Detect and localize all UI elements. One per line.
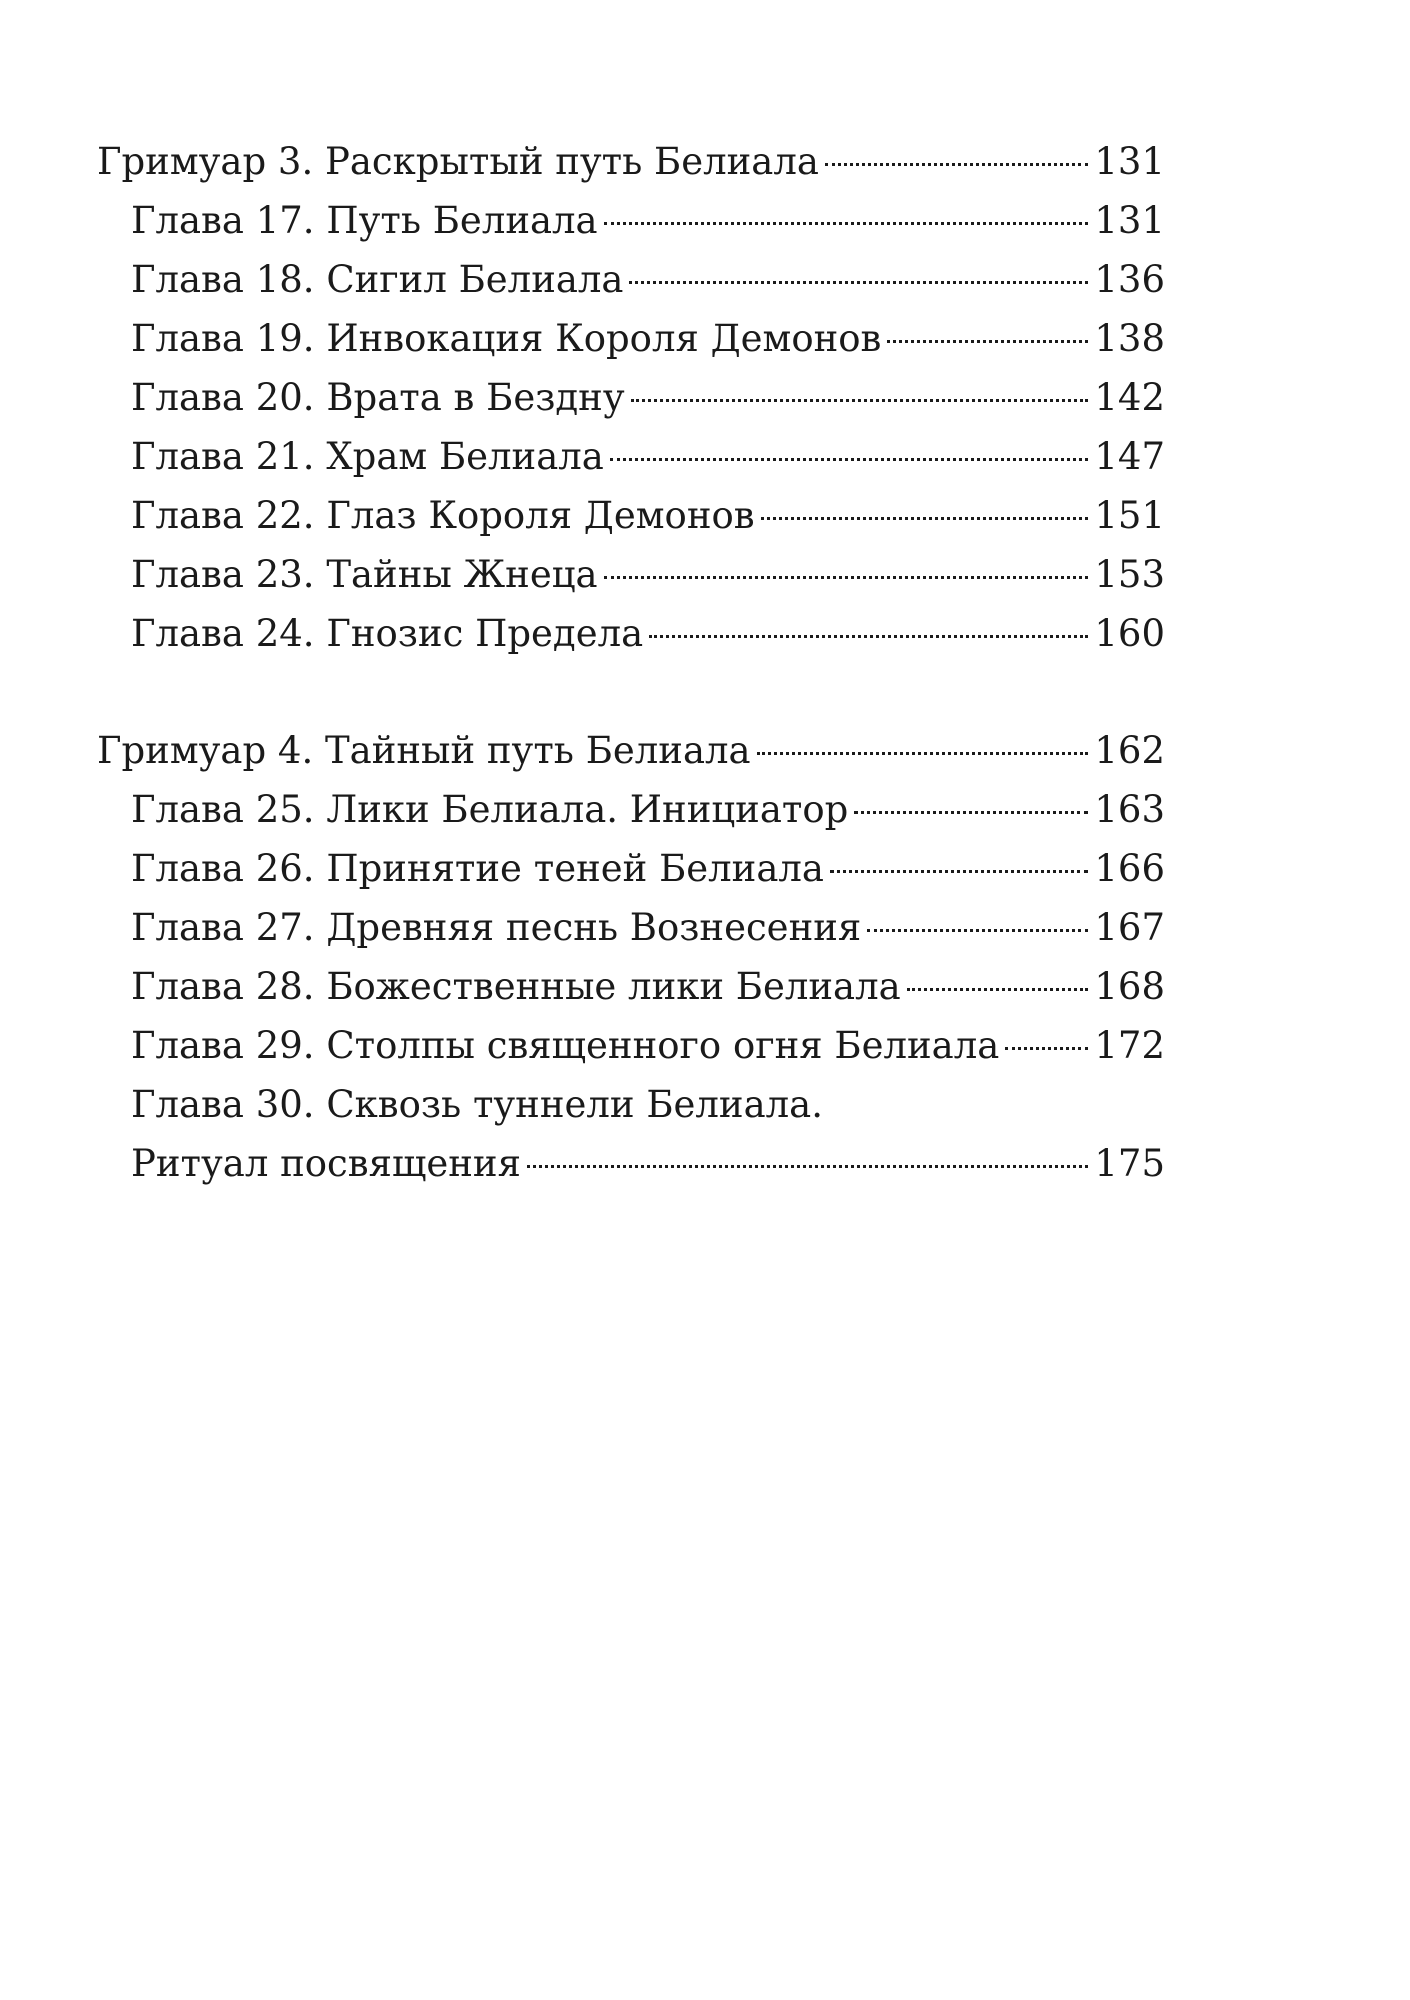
toc-entry-page: 131 xyxy=(1094,140,1165,183)
toc-entry-title: Глава 21. Храм Белиала xyxy=(131,435,604,478)
toc-entry-page: 168 xyxy=(1094,965,1165,1008)
toc-entry-page: 138 xyxy=(1094,317,1165,360)
toc-chapter-entry[interactable] xyxy=(97,368,1165,427)
toc-section-grimoire-3 xyxy=(97,132,1165,663)
dot-leader xyxy=(867,929,1088,932)
toc-entry-page: 172 xyxy=(1094,1024,1165,1067)
dot-leader xyxy=(629,281,1088,284)
toc-section-heading[interactable] xyxy=(97,132,1165,191)
toc-entry-page: 147 xyxy=(1094,435,1165,478)
toc-entry-page: 136 xyxy=(1094,258,1165,301)
toc-chapter-entry[interactable] xyxy=(97,780,1165,839)
table-of-contents xyxy=(97,132,1165,1251)
dot-leader xyxy=(610,458,1089,461)
dot-leader xyxy=(527,1165,1088,1168)
dot-leader xyxy=(631,399,1089,402)
toc-entry-title: Глава 20. Врата в Бездну xyxy=(131,376,625,419)
toc-entry-page: 166 xyxy=(1094,847,1165,890)
toc-entry-page: 163 xyxy=(1094,788,1165,831)
toc-entry-page: 131 xyxy=(1094,199,1165,242)
toc-entry-title: Глава 23. Тайны Жнеца xyxy=(131,553,598,596)
toc-entry-page: 160 xyxy=(1094,612,1165,655)
dot-leader xyxy=(907,988,1089,991)
toc-entry-title: Глава 19. Инвокация Короля Демонов xyxy=(131,317,882,360)
toc-entry-title: Глава 29. Столпы священного огня Белиала xyxy=(131,1024,1000,1067)
toc-entry-page: 153 xyxy=(1094,553,1165,596)
toc-chapter-entry-continuation[interactable] xyxy=(97,1134,1165,1193)
toc-chapter-entry[interactable] xyxy=(97,604,1165,663)
dot-leader xyxy=(854,811,1088,814)
toc-chapter-entry[interactable] xyxy=(97,1016,1165,1075)
toc-section-grimoire-4 xyxy=(97,721,1165,1193)
toc-chapter-entry[interactable] xyxy=(97,250,1165,309)
toc-entry-title: Глава 26. Принятие теней Белиала xyxy=(131,847,824,890)
toc-chapter-entry[interactable] xyxy=(97,545,1165,604)
dot-leader xyxy=(604,576,1089,579)
dot-leader xyxy=(649,635,1088,638)
dot-leader xyxy=(761,517,1089,520)
toc-entry-page: 167 xyxy=(1094,906,1165,949)
toc-section-heading[interactable] xyxy=(97,721,1165,780)
toc-entry-page: 142 xyxy=(1094,376,1165,419)
toc-entry-title: Ритуал посвящения xyxy=(131,1142,521,1185)
toc-entry-page: 151 xyxy=(1094,494,1165,537)
dot-leader xyxy=(825,163,1088,166)
toc-entry-title: Глава 28. Божественные лики Белиала xyxy=(131,965,901,1008)
toc-chapter-entry[interactable] xyxy=(97,957,1165,1016)
toc-entry-title: Глава 30. Сквозь туннели Белиала. xyxy=(131,1083,823,1126)
toc-chapter-entry[interactable] xyxy=(97,309,1165,368)
toc-entry-title: Глава 18. Сигил Белиала xyxy=(131,258,624,301)
toc-chapter-entry[interactable] xyxy=(97,191,1165,250)
toc-entry-title: Глава 27. Древняя песнь Вознесения xyxy=(131,906,862,949)
toc-entry-title: Глава 22. Глаз Короля Демонов xyxy=(131,494,755,537)
toc-entry-title: Глава 17. Путь Белиала xyxy=(131,199,598,242)
toc-chapter-entry[interactable] xyxy=(97,839,1165,898)
dot-leader xyxy=(604,222,1089,225)
toc-chapter-entry[interactable] xyxy=(97,898,1165,957)
dot-leader xyxy=(1005,1047,1088,1050)
toc-entry-page: 162 xyxy=(1094,729,1165,772)
toc-entry-page: 175 xyxy=(1094,1142,1165,1185)
dot-leader xyxy=(887,340,1088,343)
toc-entry-title: Гримуар 4. Тайный путь Белиала xyxy=(97,729,751,772)
dot-leader xyxy=(757,752,1089,755)
toc-entry-title: Глава 24. Гнозис Предела xyxy=(131,612,644,655)
toc-entry-title: Глава 25. Лики Белиала. Инициатор xyxy=(131,788,849,831)
toc-chapter-entry[interactable] xyxy=(97,427,1165,486)
toc-chapter-entry[interactable] xyxy=(97,486,1165,545)
toc-entry-title: Гримуар 3. Раскрытый путь Белиала xyxy=(97,140,819,183)
toc-chapter-entry[interactable] xyxy=(97,1075,1165,1134)
dot-leader xyxy=(830,870,1088,873)
